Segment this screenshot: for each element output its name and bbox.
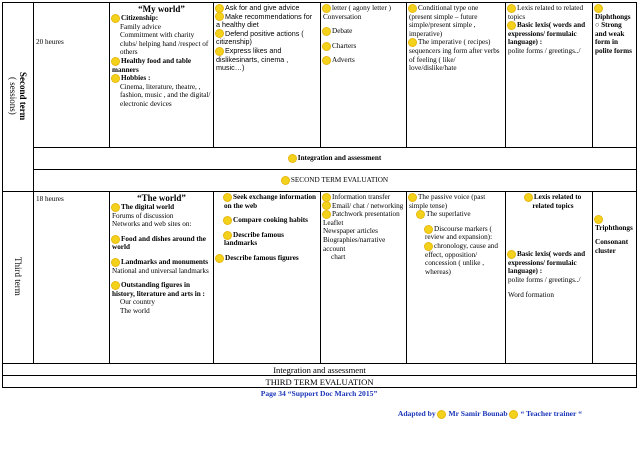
term2-integration: Integration and assessment (34, 148, 637, 170)
sun-bullet-icon (112, 58, 119, 65)
term2-evaluation-row (3, 170, 637, 192)
sun-bullet-icon (425, 226, 432, 233)
sun-bullet-icon (224, 217, 231, 224)
term2-grammar-cell: Conditional type one (present simple – future simple/present simple , imperative) The imperative ( recipes) sequencers ing form after verbs of feeling ( like/ love/dislike/hate (407, 3, 506, 148)
term3-row (3, 192, 637, 364)
sun-bullet-icon (224, 232, 231, 239)
term2-label-cell (3, 3, 34, 192)
sun-bullet-icon (112, 236, 119, 243)
term3-evaluation-row (3, 376, 637, 388)
sun-bullet-icon (112, 259, 119, 266)
term3-hours: 18 heures (34, 192, 110, 364)
sun-bullet-icon (508, 22, 515, 29)
sun-bullet-icon (216, 5, 223, 12)
term2-topic-title: “My world” (138, 4, 185, 14)
sun-bullet-icon (216, 30, 223, 37)
sun-bullet-icon (289, 155, 296, 162)
sun-bullet-icon (409, 39, 416, 46)
term2-evaluation: SECOND TERM EVALUATION (34, 170, 637, 192)
term3-phonology-cell: Triphthongs Consonant cluster (593, 192, 637, 364)
sun-bullet-icon (409, 194, 416, 201)
sun-bullet-icon (282, 177, 289, 184)
term2-label: Second term ( sessions) (8, 71, 28, 120)
sun-bullet-icon (323, 43, 330, 50)
term3-label: Third term (13, 256, 23, 296)
term2-phonology-cell: Diphthongs ○ Strong and weak form in polite forms (593, 3, 637, 148)
term2-lexis-cell: Lexis related to related topics Basic lexis( words and expressions/ formulaic language) : polite forms / greetings../ (506, 3, 593, 148)
sun-bullet-icon (417, 211, 424, 218)
sun-bullet-icon (216, 48, 223, 55)
term3-evaluation: THIRD TERM EVALUATION (3, 376, 637, 388)
adapted-by-line: Adapted by Mr Samir Bounab “ Teacher trainer “ (397, 409, 582, 418)
sun-bullet-icon (112, 204, 119, 211)
sun-bullet-icon (323, 194, 330, 201)
sun-bullet-icon (409, 5, 416, 12)
term3-grammar-cell: The passive voice (past simple tense) The superlative Discourse markers ( review and expansion): chronology, cause and effect, opposition/ concession ( unlike , whereas) (407, 192, 506, 364)
term3-integration: Integration and assessment (3, 364, 637, 376)
term3-project-cell: Information transfer Email/ chat / networking Patchwork presentation Leaflet Newspaper articles Biographies/narrative account chart (321, 192, 407, 364)
term3-lexis-cell: Lexis related to related topics Basic lexis( words and expressions/ formulaic language) : polite forms / greetings../ Word formation (506, 192, 593, 364)
term2-functions-cell: Ask for and give advice Make recommendations for a healthy diet Defend positive actions ( citizenship) Express likes and dislikesinarts, cinema , music…) (214, 3, 321, 148)
term3-topic-cell: “The world” The digital world Forums of discussion Networks and web sites on: Food and dishes around the world Landmarks and monuments National and universal landmarks Outstanding figures in history, literature and arts in : Our country The world (110, 192, 214, 364)
term3-integration-row (3, 364, 637, 376)
sun-bullet-icon (438, 411, 445, 418)
sun-bullet-icon (112, 75, 119, 82)
term2-hours: 20 heures (34, 3, 110, 148)
term2-integration-row (3, 148, 637, 170)
sun-bullet-icon (425, 243, 432, 250)
sun-bullet-icon (525, 194, 532, 201)
sun-bullet-icon (508, 251, 515, 258)
author-name: Mr Samir Bounab (448, 409, 508, 418)
sun-bullet-icon (216, 255, 223, 262)
term2-topic-cell: “My world” Citizenship: Family advice Commitment with charity clubs/ helping hand /respect of others Healthy food and table manners Hobbies : Cinema, literature, theatre, , fashion, music , and the digital/ electronic devices (110, 3, 214, 148)
page-reference: Page 34 “Support Doc March 2015” (260, 389, 378, 398)
sun-bullet-icon (323, 57, 330, 64)
term2-row (3, 3, 637, 148)
author-role: “ Teacher trainer “ (520, 409, 582, 418)
sun-bullet-icon (595, 5, 602, 12)
sun-bullet-icon (224, 194, 231, 201)
sun-bullet-icon (508, 5, 515, 12)
sun-bullet-icon (216, 13, 223, 20)
term2-project-cell: letter ( agony letter ) Conversation Debate Charters Adverts (321, 3, 407, 148)
sun-bullet-icon (510, 411, 517, 418)
sun-bullet-icon (323, 211, 330, 218)
curriculum-table (2, 2, 637, 388)
sun-bullet-icon (595, 216, 602, 223)
sun-bullet-icon (112, 15, 119, 22)
term3-label-cell (3, 192, 34, 364)
sun-bullet-icon (323, 5, 330, 12)
term3-functions-cell: Seek exchange information on the web Compare cooking habits Describe famous landmarks Describe famous figures (214, 192, 321, 364)
term3-topic-title: “The world” (137, 193, 186, 203)
sun-bullet-icon (323, 28, 330, 35)
sun-bullet-icon (112, 282, 119, 289)
sun-bullet-icon (323, 202, 330, 209)
